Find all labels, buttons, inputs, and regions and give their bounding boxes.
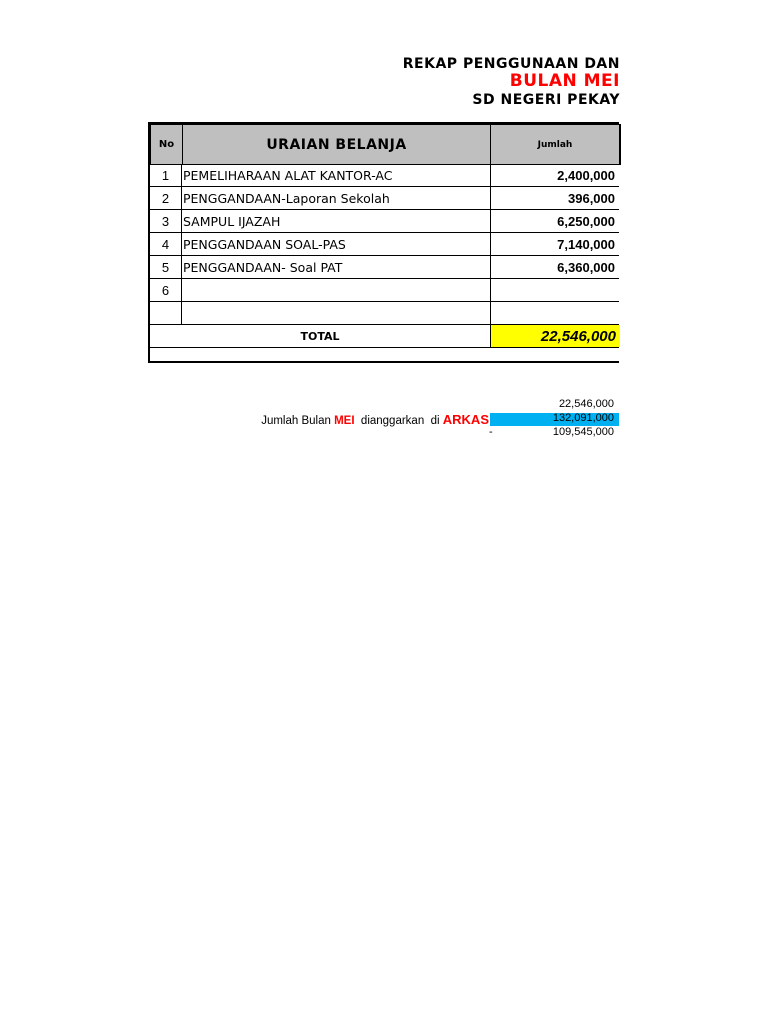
budget-difference: 109,545,000 <box>552 426 614 438</box>
difference-sign: - <box>489 426 493 438</box>
school-name: SD NEGERI PEKAY <box>472 92 620 108</box>
row-amount: 2,400,000 <box>557 167 615 183</box>
row-description <box>182 302 491 324</box>
label-arkas: ARKAS <box>442 412 489 427</box>
report-title: REKAP PENGGUNAAN DAN <box>402 56 620 72</box>
row-amount <box>491 302 620 324</box>
table-row <box>150 210 619 233</box>
row-description: PENGGANDAAN SOAL-PAS <box>182 233 491 255</box>
blank-row <box>150 348 619 367</box>
table-row <box>150 187 619 210</box>
row-amount: 6,360,000 <box>557 259 615 275</box>
arkas-budget-value: 132,091,000 <box>552 412 614 424</box>
label-month: MEI <box>334 415 355 427</box>
report-month-title: BULAN MEI <box>509 71 620 91</box>
row-description: PENGGANDAAN- Soal PAT <box>182 256 491 278</box>
row-description: PENGGANDAAN-Laporan Sekolah <box>182 187 491 209</box>
summary-total: 22,546,000 <box>558 398 614 410</box>
row-description: PEMELIHARAAN ALAT KANTOR-AC <box>182 164 491 186</box>
row-amount <box>491 279 620 301</box>
row-number: 4 <box>150 233 182 255</box>
total-label: TOTAL <box>150 325 491 347</box>
column-header-uraian: URAIAN BELANJA <box>182 124 491 165</box>
table-row <box>150 302 619 325</box>
label-prefix: Jumlah Bulan <box>261 415 335 427</box>
row-number: 3 <box>150 210 182 232</box>
table-row <box>150 233 619 256</box>
row-number: 1 <box>150 164 182 186</box>
row-description: SAMPUL IJAZAH <box>182 210 491 232</box>
table-row <box>150 164 619 187</box>
row-number <box>150 302 182 324</box>
table-row <box>150 279 619 302</box>
total-value: 22,546,000 <box>491 325 620 347</box>
row-description <box>182 279 491 301</box>
row-number: 2 <box>150 187 182 209</box>
row-amount: 6,250,000 <box>557 213 615 229</box>
column-header-jumlah: Jumlah <box>490 124 621 165</box>
arkas-label <box>261 412 489 427</box>
total-row <box>150 325 619 348</box>
table-row <box>150 256 619 279</box>
expense-table <box>148 122 619 363</box>
table-body <box>150 164 619 367</box>
row-amount: 7,140,000 <box>557 236 615 252</box>
row-amount: 396,000 <box>568 190 615 206</box>
label-middle: dianggarkan di <box>354 415 443 427</box>
row-number: 5 <box>150 256 182 278</box>
row-number: 6 <box>150 279 182 301</box>
column-header-no: No <box>150 124 183 165</box>
